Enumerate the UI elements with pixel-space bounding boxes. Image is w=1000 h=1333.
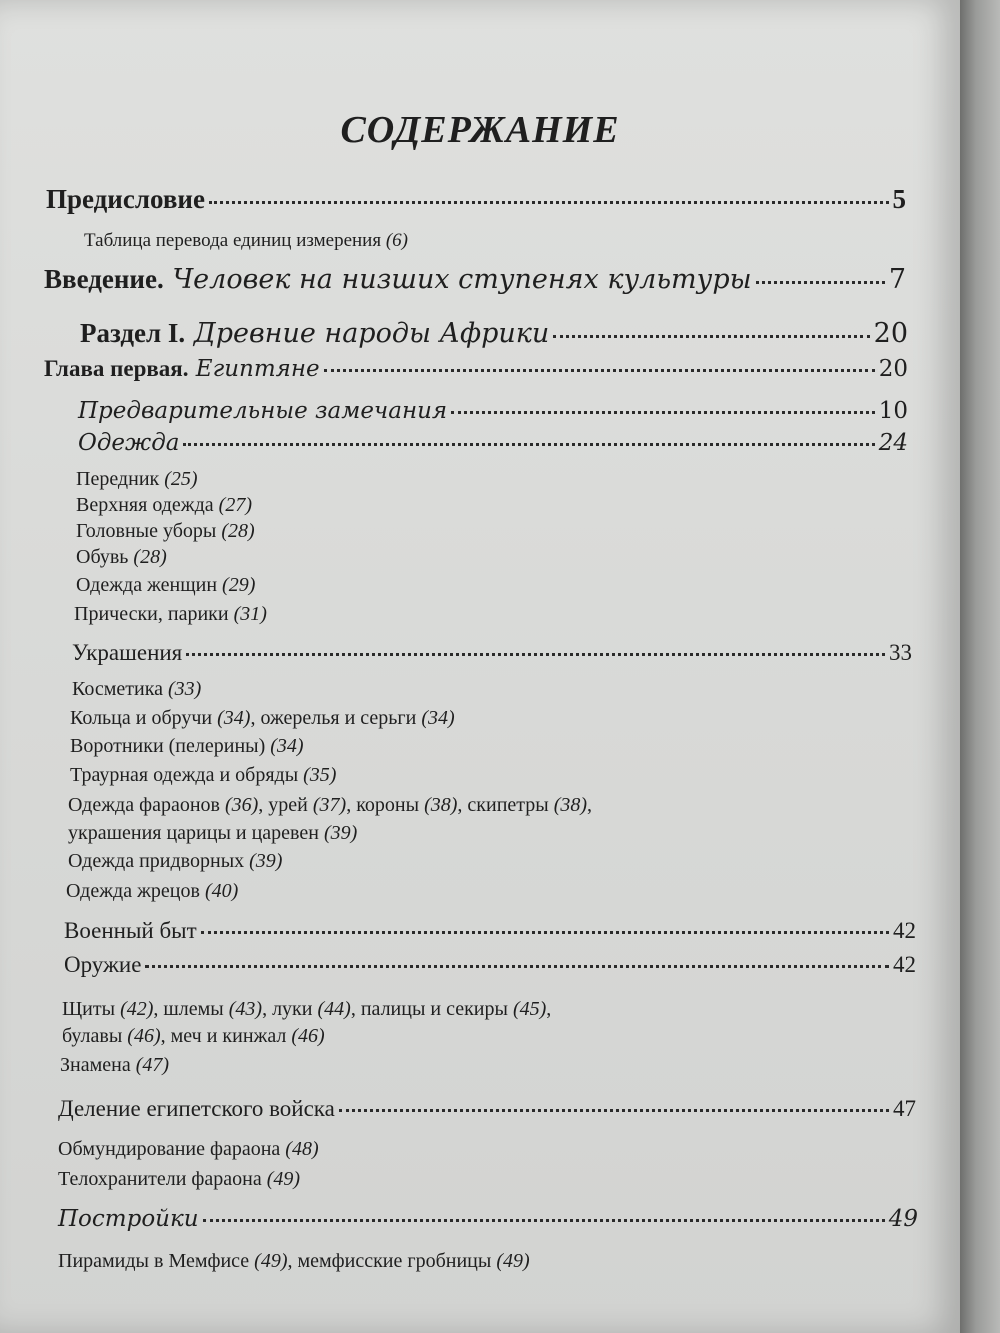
dot-leader	[183, 442, 874, 446]
dot-leader	[209, 200, 889, 204]
toc-entry-ornaments: Украшения 33	[72, 640, 912, 665]
toc-entry-weapons: Оружие 42	[64, 952, 916, 977]
dot-leader	[203, 1218, 885, 1222]
dot-leader	[339, 1108, 889, 1112]
toc-entry-army-division: Деление египетского войска 47	[58, 1096, 916, 1121]
toc-item-bodyguards: Телохранители фараона (49)	[58, 1168, 301, 1190]
toc-entry-preface: Предисловие 5	[46, 184, 906, 214]
toc-item-pyramids: Пирамиды в Мемфисе (49), мемфисские гробницы (49)	[58, 1250, 530, 1272]
toc-entry-buildings: Постройки 49	[58, 1206, 918, 1232]
toc-entry-chapter-1: Глава первая. Египтяне 20	[44, 356, 908, 382]
dot-leader	[451, 410, 875, 414]
toc-entry-section-1: Раздел I. Древние народы Африки 20	[80, 318, 908, 349]
toc-item-womens-clothing: Одежда женщин (29)	[76, 574, 256, 596]
toc-item-outerwear: Верхняя одежда (27)	[76, 494, 252, 516]
dot-leader	[145, 964, 889, 968]
toc-item-cosmetics: Косметика (33)	[72, 678, 202, 700]
toc-item-rings: Кольца и обручи (34), ожерелья и серьги (34)	[70, 707, 455, 729]
toc-item-maces: булавы (46), меч и кинжал (46)	[62, 1025, 325, 1047]
toc-entry-intro: Введение. Человек на низших ступенях культуры 7	[44, 264, 906, 295]
toc-entry-military: Военный быт 42	[64, 918, 916, 943]
toc-item-pharaoh-clothing: Одежда фараонов (36), урей (37), короны (38), скипетры (38),	[68, 794, 593, 816]
toc-item-headwear: Головные уборы (28)	[76, 520, 255, 542]
dot-leader	[553, 334, 869, 338]
toc-item-queen-ornaments: украшения царицы и царевен (39)	[68, 822, 358, 844]
toc-item-courtiers: Одежда придворных (39)	[68, 850, 283, 872]
dot-leader	[756, 280, 885, 284]
toc-item-collars: Воротники (пелерины) (34)	[70, 735, 304, 757]
toc-item-footwear: Обувь (28)	[76, 546, 167, 568]
toc-subentry-units: Таблица перевода единиц измерения (6)	[84, 230, 408, 251]
toc-item-banners: Знамена (47)	[60, 1054, 170, 1076]
toc-item-shields: Щиты (42), шлемы (43), луки (44), палицы и секиры (45),	[62, 998, 552, 1020]
toc-item-pharaoh-uniform: Обмундирование фараона (48)	[58, 1138, 319, 1160]
toc-entry-clothing: Одежда 24	[78, 430, 908, 456]
dot-leader	[324, 368, 875, 372]
toc-item-priests: Одежда жрецов (40)	[66, 880, 239, 902]
page-title: СОДЕРЖАНИЕ	[340, 109, 620, 151]
toc-item-apron: Передник (25)	[76, 468, 198, 490]
toc-item-mourning: Траурная одежда и обряды (35)	[70, 764, 337, 786]
toc-entry-preliminary: Предварительные замечания 10	[78, 398, 908, 424]
toc-item-hairstyles: Прически, парики (31)	[74, 603, 267, 625]
dot-leader	[186, 652, 885, 656]
dot-leader	[201, 930, 889, 934]
book-gutter	[960, 0, 1000, 1333]
